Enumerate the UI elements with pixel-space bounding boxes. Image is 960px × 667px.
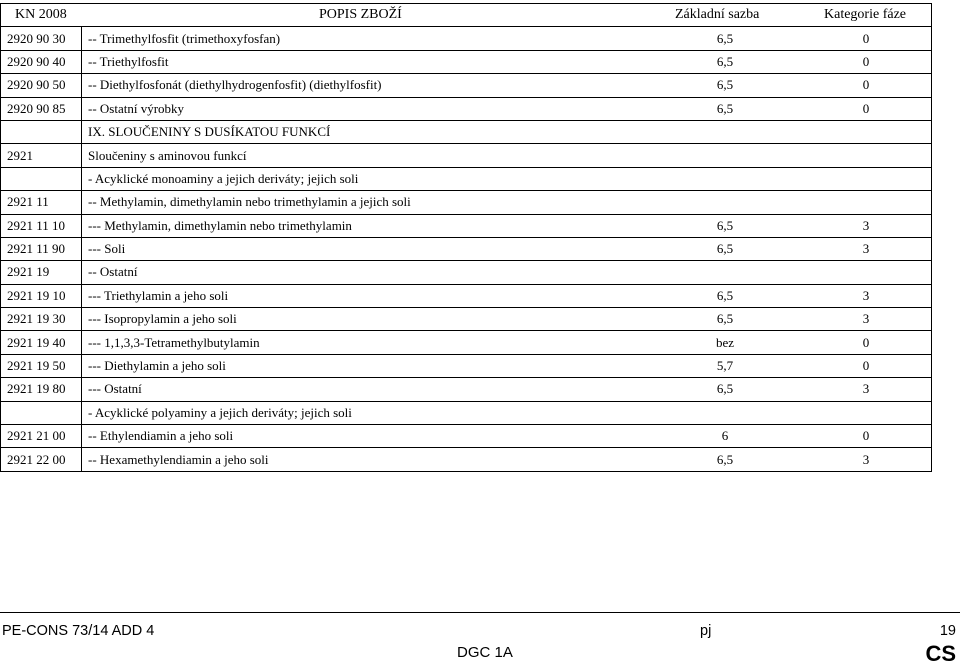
staging-category-cell: 3 [862,217,870,233]
author-initials: pj [700,623,712,639]
column-divider [81,308,82,330]
table-row [0,27,932,50]
description-cell: --- 1,1,3,3-Tetramethylbutylamin [88,334,260,350]
column-divider [81,98,82,120]
header-staging-category: Kategorie fáze [824,7,906,23]
column-divider [81,74,82,96]
column-divider [81,378,82,400]
description-cell: -- Methylamin, dimethylamin nebo trimethylamin a jejich soli [88,194,411,210]
base-rate-cell: 6 [721,428,729,444]
table-row [0,121,932,144]
table-row [0,261,932,284]
kn-code-cell: 2921 19 [7,264,50,280]
kn-code-cell: 2921 19 10 [7,287,66,303]
base-rate-cell: 5,7 [716,358,734,374]
staging-category-cell: 3 [862,287,870,303]
staging-category-cell: 0 [862,358,870,374]
base-rate-cell: 6,5 [716,287,734,303]
description-cell: -- Hexamethylendiamin a jeho soli [88,451,269,467]
description-cell: -- Triethylfosfit [88,53,169,69]
kn-code-cell: 2921 11 90 [7,241,66,257]
table-row [0,74,932,97]
base-rate-cell: 6,5 [716,100,734,116]
column-divider [81,215,82,237]
description-cell: -- Ostatní výrobky [88,100,185,116]
column-divider [81,51,82,73]
column-divider [81,27,82,49]
description-cell: Sloučeniny s aminovou funkcí [88,147,247,163]
table-row [0,425,932,448]
kn-code-cell: 2920 90 30 [7,30,66,46]
table-row [0,238,932,261]
table-row [0,98,932,121]
header-description: POPIS ZBOŽÍ [319,7,402,23]
staging-category-cell: 0 [862,428,870,444]
table-row [0,144,932,167]
description-cell: --- Soli [88,241,126,257]
kn-code-cell: 2921 11 10 [7,217,66,233]
page-number: 19 [939,623,956,639]
document-reference: PE-CONS 73/14 ADD 4 [2,623,155,639]
column-divider [81,168,82,190]
kn-code-cell: 2920 90 40 [7,53,66,69]
column-divider [81,402,82,424]
base-rate-cell: 6,5 [716,311,734,327]
column-divider [81,448,82,470]
description-cell: IX. SLOUČENINY S DUSÍKATOU FUNKCÍ [88,124,331,140]
staging-category-cell: 0 [862,77,870,93]
tariff-table [0,3,932,472]
page-footer [0,612,960,666]
staging-category-cell: 0 [862,100,870,116]
table-row [0,402,932,425]
description-cell: --- Triethylamin a jeho soli [88,287,229,303]
kn-code-cell: 2921 21 00 [7,428,66,444]
kn-code-cell: 2921 19 80 [7,381,66,397]
base-rate-cell: bez [715,334,735,350]
column-divider [81,285,82,307]
table-row [0,168,932,191]
directorate-code: DGC 1A [457,644,513,661]
kn-code-cell: 2920 90 50 [7,77,66,93]
header-kn: KN 2008 [15,7,67,23]
column-divider [81,144,82,166]
kn-code-cell: 2921 [7,147,33,163]
column-divider [81,425,82,447]
description-cell: - Acyklické polyaminy a jejich deriváty; jejich soli [88,404,352,420]
column-divider [81,355,82,377]
language-code: CS [925,641,956,666]
table-row [0,355,932,378]
table-row [0,51,932,74]
table-row [0,191,932,214]
kn-code-cell: 2921 19 30 [7,311,66,327]
staging-category-cell: 3 [862,311,870,327]
kn-code-cell: 2921 19 40 [7,334,66,350]
description-cell: --- Ostatní [88,381,142,397]
staging-category-cell: 0 [862,53,870,69]
table-row [0,448,932,471]
base-rate-cell: 6,5 [716,53,734,69]
staging-category-cell: 3 [862,381,870,397]
base-rate-cell: 6,5 [716,381,734,397]
kn-code-cell: 2920 90 85 [7,100,66,116]
table-row [0,215,932,238]
description-cell: --- Methylamin, dimethylamin nebo trimethylamin [88,217,352,233]
column-divider [81,331,82,353]
kn-code-cell: 2921 22 00 [7,451,66,467]
description-cell: -- Ostatní [88,264,138,280]
column-divider [81,238,82,260]
description-cell: -- Trimethylfosfit (trimethoxyfosfan) [88,30,281,46]
table-header [0,4,932,27]
kn-code-cell: 2921 19 50 [7,358,66,374]
base-rate-cell: 6,5 [716,241,734,257]
column-divider [81,261,82,283]
staging-category-cell: 0 [862,30,870,46]
description-cell: - Acyklické monoaminy a jejich deriváty; jejich soli [88,170,359,186]
base-rate-cell: 6,5 [716,217,734,233]
staging-category-cell: 0 [862,334,870,350]
table-row [0,378,932,401]
kn-code-cell: 2921 11 [7,194,49,210]
description-cell: --- Isopropylamin a jeho soli [88,311,237,327]
column-divider [81,191,82,213]
table-row [0,331,932,354]
base-rate-cell: 6,5 [716,451,734,467]
base-rate-cell: 6,5 [716,30,734,46]
header-base-rate: Základní sazba [675,7,760,23]
table-row [0,285,932,308]
staging-category-cell: 3 [862,241,870,257]
column-divider [81,121,82,143]
base-rate-cell: 6,5 [716,77,734,93]
description-cell: --- Diethylamin a jeho soli [88,358,226,374]
staging-category-cell: 3 [862,451,870,467]
description-cell: -- Ethylendiamin a jeho soli [88,428,234,444]
description-cell: -- Diethylfosfonát (diethylhydrogenfosfit) (diethylfosfit) [88,77,382,93]
table-row [0,308,932,331]
